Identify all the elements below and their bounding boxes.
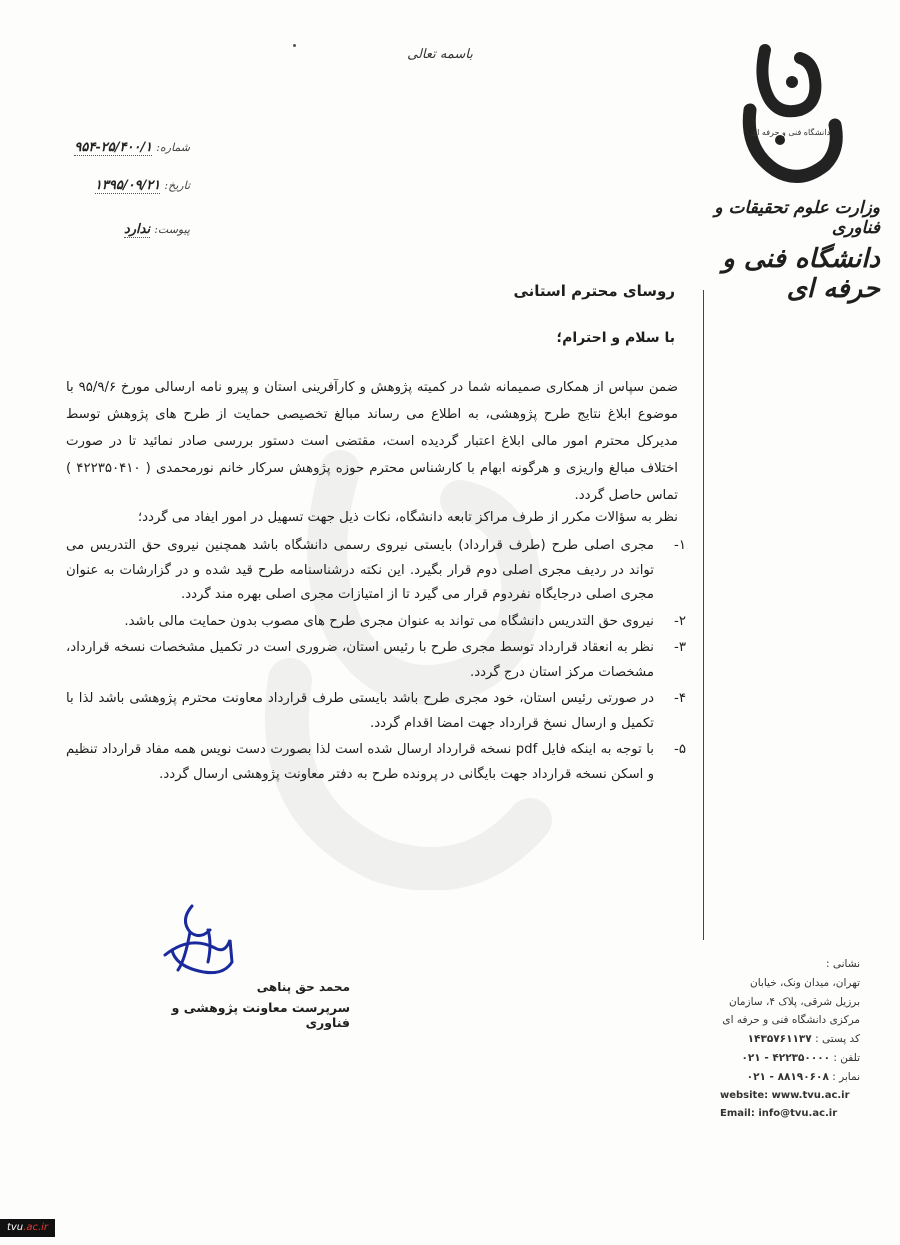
signatory-title: سرپرست معاونت پژوهشی و فناوری — [171, 1000, 350, 1030]
fax-number: ۸۸۱۹۰۶۰۸ - ۰۲۱ — [746, 1070, 829, 1083]
list-intro: نظر به سؤالات مکرر از طرف مراکز تابعه دانشگاه، نکات ذیل جهت تسهیل در امور ایفاد می گردد؛ — [137, 510, 678, 525]
letter-body-paragraph: ضمن سپاس از همکاری صمیمانه شما در کمیته پژوهش و کارآفرینی استان و پیرو نامه ارسالی مورخ ۹۵/۹/۶ با موضوع ابلاغ نتایج طرح پژوهشی، به اطلاع می رساند مبالغ تخصیصی حمایت از طرح های پژوهش توسط مدیرکل محترم امور مالی ابلاغ اعتبار گردیده است، مقتضی است دستور بررسی صادر نمائید تا در صورت اختلاف مبالغ واریزی و هرگونه ابهام با کارشناس محترم حوزه پژوهش سرکار خانم نورمحمدی ( ۴۲۲۳۵۰۴۱۰ ) تماس حاصل گردد. — [66, 380, 678, 503]
address-line: تهران، میدان ونک، خیابان — [750, 976, 860, 989]
contact-block — [720, 955, 860, 1124]
recipient-heading: روسای محترم استانی — [513, 282, 675, 300]
email-link[interactable]: Email: info@tvu.ac.ir — [720, 1108, 838, 1120]
list-item — [66, 687, 686, 736]
ref-attachment-row — [60, 222, 190, 237]
margin-divider — [703, 290, 704, 940]
phone-label: تلفن : — [833, 1051, 860, 1064]
address-line: برزیل شرقی، پلاک ۴، سازمان — [729, 995, 860, 1008]
phone-row — [720, 1049, 860, 1068]
scan-speck — [293, 44, 296, 47]
postal-code: ۱۴۳۵۷۶۱۱۳۷ — [747, 1033, 812, 1046]
list-item-text: در صورتی رئیس استان، خود مجری طرح باشد بایستی طرف قرارداد معاونت محترم پژوهشی باشد لذا با تکمیل و ارسال نسخ قرارداد جهت امضا اقدام گردد. — [66, 691, 654, 731]
ref-number-value: ۲۵/۴۰۰/۱-۹۵۴ — [74, 140, 153, 155]
list-item-number: ۲- — [674, 613, 686, 629]
site-badge — [0, 1219, 55, 1237]
fax-row — [720, 1068, 860, 1087]
ref-attachment-value: ندارد — [123, 222, 151, 237]
university-logo-icon — [730, 40, 850, 200]
ref-attachment-label: پیوست: — [154, 223, 190, 236]
ref-number-label: شماره: — [156, 141, 190, 154]
ref-date-value: ۱۳۹۵/۰۹/۲۱ — [94, 178, 161, 193]
list-item — [66, 534, 686, 608]
list-item — [66, 738, 686, 787]
badge-accent: .ac.ir — [23, 1222, 49, 1233]
notes-list — [66, 534, 686, 789]
ref-number-row — [60, 140, 190, 155]
list-item-number: ۴- — [674, 691, 686, 706]
list-item-number: ۳- — [674, 640, 686, 655]
list-item-number: ۵- — [674, 742, 686, 757]
list-item — [66, 636, 686, 685]
ref-date-row — [60, 178, 190, 193]
fax-label: نمابر : — [832, 1070, 860, 1083]
website-link[interactable]: website: www.tvu.ac.ir — [720, 1089, 850, 1101]
address-line: مرکزی دانشگاه فنی و حرفه ای — [722, 1014, 860, 1027]
list-item-text: نظر به انعقاد قرارداد توسط مجری طرح با رئیس استان، ضروری است در تکمیل مشخصات نسخه قرارداد، مشخصات مرکز استان درج گردد. — [66, 640, 654, 680]
ministry-name: وزارت علوم تحقیقات و فناوری — [714, 198, 880, 238]
list-item-text: نیروی حق التدریس دانشگاه می تواند به عنوان مجری طرح های مصوب بدون حمایت مالی باشد. — [124, 613, 654, 629]
list-item-number: ۱- — [674, 538, 686, 553]
logo-caption: دانشگاه فنی و حرفه ای — [750, 128, 830, 137]
list-item-text: با توجه به اینکه فایل pdf نسخه قرارداد ارسال شده است لذا بصورت دست نویس همه مفاد قرارداد تنظیم و اسکن نسخه قرارداد جهت بایگانی در پرونده طرح به دفتر معاونت پژوهشی ارسال گردد. — [66, 742, 654, 782]
signatory-name: محمد حق پناهی — [256, 980, 350, 994]
university-name: دانشگاه فنی و حرفه ای — [722, 244, 880, 304]
badge-main: tvu — [6, 1222, 24, 1233]
invocation-text: باسمه تعالی — [407, 47, 473, 62]
ref-date-label: تاریخ: — [164, 179, 190, 192]
handwritten-signature-icon — [150, 900, 260, 985]
phone-number: ۴۲۲۳۵۰۰۰۰ - ۰۲۱ — [741, 1051, 831, 1064]
list-item-text: مجری اصلی طرح (طرف قرارداد) بایستی نیروی رسمی دانشگاه باشد همچنین نیروی حق التدریس می تواند در ردیف مجری اصلی دوم قرار بگیرد. این نکته درشناسنامه طرح قید شده و در گزارشات به عنوان مجری اصلی درجایگاه نفردوم قرار می گیرد تا از امتیازات مجری اصلی بهره مند گردد. — [66, 538, 654, 602]
postal-row — [720, 1030, 860, 1049]
greeting-line: با سلام و احترام؛ — [556, 330, 675, 346]
postal-label: کد پستی : — [815, 1033, 860, 1046]
address-label: نشانی : — [825, 958, 860, 970]
list-item — [66, 610, 686, 635]
